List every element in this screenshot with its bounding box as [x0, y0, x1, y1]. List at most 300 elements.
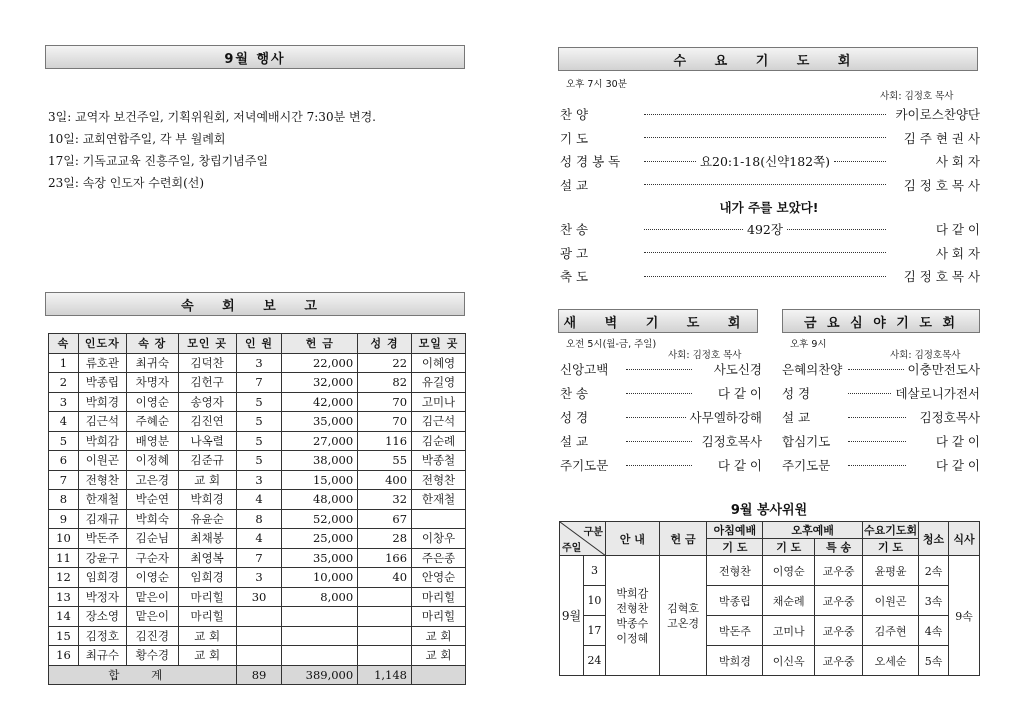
- table-cell: [358, 626, 412, 646]
- table-row: [49, 353, 466, 373]
- table-cell: 35,000: [282, 412, 358, 432]
- program-detail: 492장: [747, 222, 783, 237]
- table-row: [49, 392, 466, 412]
- report-table: [48, 333, 466, 685]
- table-cell: 박정자: [78, 587, 126, 607]
- program-value: 다 같 이: [935, 458, 980, 473]
- event-item: 17일: 기독교교육 진흥주일, 창립기념주일: [48, 154, 269, 168]
- clean-header: 청소: [919, 522, 949, 556]
- service-week: 24: [583, 646, 605, 676]
- table-cell: 박희경: [78, 392, 126, 412]
- col-header: 속 장: [126, 334, 178, 354]
- table-cell: 11: [49, 548, 79, 568]
- table-row: [49, 646, 466, 666]
- table-cell: 3: [236, 568, 282, 588]
- table-cell: 8: [49, 490, 79, 510]
- wednesday-prayer: 이원곤: [862, 586, 918, 616]
- dotted-leader: [848, 465, 906, 466]
- program-label: 신앙고백: [560, 362, 609, 377]
- program-line: [560, 176, 980, 194]
- guide-header: 안 내: [605, 522, 659, 556]
- morning-header: 아침예배: [707, 522, 763, 539]
- dotted-leader: [787, 229, 886, 230]
- service-offering: [659, 556, 707, 676]
- table-cell: 김재규: [78, 509, 126, 529]
- total-offering: 389,000: [282, 665, 358, 685]
- wednesday-prayer: 오세순: [862, 646, 918, 676]
- program-line: [560, 244, 980, 262]
- col-header: 인 원: [236, 334, 282, 354]
- table-cell: 9: [49, 509, 79, 529]
- table-cell: 28: [358, 529, 412, 549]
- program-label: 주기도문: [560, 458, 609, 473]
- prayer-header: 기 도: [862, 539, 918, 556]
- table-cell: 맡은이: [126, 607, 178, 627]
- table-cell: 40: [358, 568, 412, 588]
- table-cell: 마리힐: [178, 587, 236, 607]
- dotted-leader: [644, 276, 886, 277]
- program-label: 축 도: [560, 269, 589, 284]
- table-cell: 류호관: [78, 353, 126, 373]
- table-cell: 400: [358, 470, 412, 490]
- table-cell: 나옥렬: [178, 431, 236, 451]
- table-cell: 70: [358, 392, 412, 412]
- table-cell: 박종립: [78, 373, 126, 393]
- dotted-leader: [644, 184, 886, 185]
- table-cell: 15,000: [282, 470, 358, 490]
- service-row: [560, 556, 980, 586]
- wednesday-header: [558, 47, 978, 71]
- program-label: 성 경 봉 독: [560, 154, 621, 169]
- table-cell: 박희숙: [126, 509, 178, 529]
- table-cell: 7: [49, 470, 79, 490]
- table-cell: 주은종: [412, 548, 466, 568]
- table-cell: 5: [49, 431, 79, 451]
- program-value: 김 주 현 권 사: [903, 130, 980, 146]
- dotted-leader: [626, 393, 692, 394]
- program-line: [560, 408, 762, 426]
- wednesday-title: 수 요 기 도 회: [673, 53, 863, 69]
- table-cell: 고미나: [412, 392, 466, 412]
- special-song: 교우중: [815, 556, 863, 586]
- program-line: [782, 384, 980, 402]
- table-cell: 48,000: [282, 490, 358, 510]
- table-cell: [412, 509, 466, 529]
- table-cell: 전형찬: [412, 470, 466, 490]
- table-cell: 116: [358, 431, 412, 451]
- table-cell: 3: [236, 353, 282, 373]
- dotted-leader: [848, 417, 906, 418]
- program-line: [560, 220, 980, 238]
- program-label: 성 경: [560, 410, 589, 425]
- table-cell: 김순님: [126, 529, 178, 549]
- table-cell: 김준규: [178, 451, 236, 471]
- table-cell: [236, 607, 282, 627]
- table-row: [49, 568, 466, 588]
- dotted-leader: [848, 369, 904, 370]
- total-bible: 1,148: [358, 665, 412, 685]
- special-header: 특 송: [815, 539, 863, 556]
- table-row: [49, 431, 466, 451]
- table-row: [49, 451, 466, 471]
- cleaning: 2속: [919, 556, 949, 586]
- table-cell: [282, 646, 358, 666]
- guide-name: 이정혜: [616, 631, 649, 645]
- table-cell: [282, 607, 358, 627]
- program-value: 사무엘하강해: [689, 410, 762, 425]
- guide-name: 전형찬: [616, 601, 649, 615]
- table-cell: 32: [358, 490, 412, 510]
- guide-name: 박희감: [616, 586, 649, 600]
- program-detail: 요20:1-18(신약182쪽): [699, 154, 831, 169]
- service-guide: [605, 556, 659, 676]
- friday-header: [782, 309, 980, 333]
- program-line: [560, 105, 980, 123]
- sermon-title: 내가 주를 보았다!: [719, 200, 819, 215]
- table-cell: 13: [49, 587, 79, 607]
- program-line: [560, 360, 762, 378]
- table-row: [49, 509, 466, 529]
- table-cell: 이원곤: [78, 451, 126, 471]
- report-total-row: [49, 665, 466, 685]
- table-cell: 67: [358, 509, 412, 529]
- dawn-title: 새 벽 기 도 회: [563, 315, 753, 331]
- dawn-host: 사회: 김정호 목사: [668, 350, 742, 361]
- program-label: 성 경: [782, 386, 811, 401]
- table-cell: 10,000: [282, 568, 358, 588]
- special-song: 교우중: [815, 586, 863, 616]
- table-cell: 최귀숙: [126, 353, 178, 373]
- table-cell: 166: [358, 548, 412, 568]
- program-value: 김 정 호 목 사: [903, 177, 980, 193]
- service-week: 3: [583, 556, 605, 586]
- program-value: 카이로스찬양단: [895, 107, 980, 122]
- service-week: 17: [583, 616, 605, 646]
- table-cell: 김순례: [412, 431, 466, 451]
- table-cell: 35,000: [282, 548, 358, 568]
- morning-prayer: 박종립: [707, 586, 763, 616]
- table-cell: 32,000: [282, 373, 358, 393]
- table-cell: 이혜영: [412, 353, 466, 373]
- afternoon-prayer: 채순례: [763, 586, 815, 616]
- dotted-leader: [626, 417, 686, 418]
- events-header: [45, 45, 465, 69]
- table-cell: [358, 587, 412, 607]
- program-label: 찬 송: [560, 386, 589, 401]
- col-header: 모일 곳: [412, 334, 466, 354]
- table-cell: 3: [49, 392, 79, 412]
- table-row: [49, 490, 466, 510]
- service-week: 10: [583, 586, 605, 616]
- dotted-leader: [626, 465, 692, 466]
- table-cell: 임희경: [178, 568, 236, 588]
- table-cell: 5: [236, 392, 282, 412]
- events-title: 9월 행사: [224, 51, 286, 67]
- offering-header: 헌 금: [659, 522, 707, 556]
- prayer-header: 기 도: [707, 539, 763, 556]
- table-cell: 5: [236, 431, 282, 451]
- afternoon-prayer: 이영순: [763, 556, 815, 586]
- table-cell: 이창우: [412, 529, 466, 549]
- table-cell: 1: [49, 353, 79, 373]
- table-cell: 황수경: [126, 646, 178, 666]
- col-header: 속: [49, 334, 79, 354]
- meal-header: 식사: [949, 522, 980, 556]
- table-cell: 김정호: [78, 626, 126, 646]
- table-row: [49, 373, 466, 393]
- table-cell: 김진연: [178, 412, 236, 432]
- table-cell: 38,000: [282, 451, 358, 471]
- dotted-leader: [644, 137, 886, 138]
- service-title: 9월 봉사위원: [730, 503, 808, 518]
- dotted-leader: [848, 441, 906, 442]
- table-cell: [236, 626, 282, 646]
- table-cell: 이영순: [126, 568, 178, 588]
- table-cell: 7: [236, 548, 282, 568]
- table-cell: 25,000: [282, 529, 358, 549]
- service-table: [559, 521, 980, 676]
- table-cell: [358, 646, 412, 666]
- table-cell: 마리힐: [178, 607, 236, 627]
- table-cell: 교 회: [412, 626, 466, 646]
- program-value: 다 같 이: [935, 434, 980, 449]
- cleaning: 3속: [919, 586, 949, 616]
- service-corner: [560, 522, 606, 556]
- total-people: 89: [236, 665, 282, 685]
- table-cell: 16: [49, 646, 79, 666]
- table-cell: 고은경: [126, 470, 178, 490]
- table-cell: 52,000: [282, 509, 358, 529]
- program-label: 설 교: [560, 434, 589, 449]
- program-value: 김정호목사: [701, 434, 762, 449]
- cleaning: 5속: [919, 646, 949, 676]
- table-cell: 전형찬: [78, 470, 126, 490]
- table-cell: 배영분: [126, 431, 178, 451]
- program-value: 김 정 호 목 사: [903, 269, 980, 284]
- col-header: 성 경: [358, 334, 412, 354]
- table-cell: 박희경: [178, 490, 236, 510]
- friday-host: 사회: 김정호목사: [890, 350, 961, 361]
- table-cell: 55: [358, 451, 412, 471]
- table-cell: [236, 646, 282, 666]
- col-header: 모인 곳: [178, 334, 236, 354]
- service-meal: 9속: [949, 556, 980, 676]
- event-item: 3일: 교역자 보건주일, 기획위원회, 저녁예배시간 7:30분 변경.: [48, 110, 376, 124]
- table-cell: 주혜순: [126, 412, 178, 432]
- report-title: 속 회 보 고: [181, 298, 329, 314]
- morning-prayer: 박돈주: [707, 616, 763, 646]
- morning-prayer: 박희경: [707, 646, 763, 676]
- table-cell: 유윤순: [178, 509, 236, 529]
- table-cell: 27,000: [282, 431, 358, 451]
- table-cell: 임희경: [78, 568, 126, 588]
- program-value: 사 회 자: [935, 245, 980, 261]
- special-song: 교우중: [815, 616, 863, 646]
- program-label: 합심기도: [782, 434, 831, 449]
- table-cell: 김진경: [126, 626, 178, 646]
- table-cell: 8: [236, 509, 282, 529]
- program-line: [560, 129, 980, 147]
- table-cell: 최영복: [178, 548, 236, 568]
- event-item: 23일: 속장 인도자 수련회(선): [48, 176, 205, 190]
- table-cell: 최채봉: [178, 529, 236, 549]
- corner-week: 주일: [562, 543, 582, 554]
- program-value: 다 같 이: [717, 458, 762, 473]
- program-label: 설 교: [782, 410, 811, 425]
- col-header: 헌 금: [282, 334, 358, 354]
- table-row: [49, 529, 466, 549]
- table-cell: 박종철: [412, 451, 466, 471]
- friday-time: 오후 9시: [790, 339, 827, 350]
- table-cell: 22: [358, 353, 412, 373]
- corner-gubun: 구분: [583, 527, 603, 538]
- cleaning: 4속: [919, 616, 949, 646]
- table-cell: 10: [49, 529, 79, 549]
- table-cell: 이영순: [126, 392, 178, 412]
- table-cell: 교 회: [412, 646, 466, 666]
- col-header: 인도자: [78, 334, 126, 354]
- table-cell: 교 회: [178, 626, 236, 646]
- table-row: [49, 587, 466, 607]
- table-cell: 7: [236, 373, 282, 393]
- table-cell: 박순연: [126, 490, 178, 510]
- table-cell: 박돈주: [78, 529, 126, 549]
- table-cell: 42,000: [282, 392, 358, 412]
- table-cell: 5: [236, 412, 282, 432]
- program-value: 사도신경: [713, 362, 762, 377]
- table-cell: [282, 626, 358, 646]
- table-cell: 교 회: [178, 646, 236, 666]
- program-label: 광 고: [560, 245, 589, 261]
- table-cell: 8,000: [282, 587, 358, 607]
- dotted-leader: [848, 393, 891, 394]
- service-month: 9월: [560, 556, 584, 676]
- program-line: [560, 456, 762, 474]
- table-cell: 4: [236, 529, 282, 549]
- wednesday-col-header: 수요기도회: [862, 522, 918, 539]
- program-label: 기 도: [560, 130, 589, 146]
- guide-name: 박종수: [616, 616, 649, 630]
- program-label: 설 교: [560, 177, 589, 193]
- service-header-row-1: [560, 522, 980, 539]
- table-cell: 교 회: [178, 470, 236, 490]
- dotted-leader: [644, 229, 743, 230]
- table-cell: 장소영: [78, 607, 126, 627]
- offering-name: 고온경: [667, 616, 700, 630]
- afternoon-header: 오후예배: [763, 522, 863, 539]
- table-cell: 82: [358, 373, 412, 393]
- table-cell: 한재철: [412, 490, 466, 510]
- wednesday-host: 사회: 김정호 목사: [880, 91, 954, 102]
- special-song: 교우중: [815, 646, 863, 676]
- program-value: 다 같 이: [717, 386, 762, 401]
- program-line: [782, 432, 980, 450]
- table-cell: 맡은이: [126, 587, 178, 607]
- table-cell: 박희감: [78, 431, 126, 451]
- dawn-time: 오전 5시(월-금, 주일): [566, 339, 657, 350]
- program-value: 데살로니가전서: [895, 386, 980, 401]
- afternoon-prayer: 이신옥: [763, 646, 815, 676]
- program-label: 은혜의찬양: [782, 362, 843, 377]
- prayer-header: 기 도: [763, 539, 815, 556]
- program-line: [560, 432, 762, 450]
- program-line: [782, 360, 980, 378]
- table-cell: 마리힐: [412, 587, 466, 607]
- table-cell: 이정혜: [126, 451, 178, 471]
- afternoon-prayer: 고미나: [763, 616, 815, 646]
- dotted-leader: [644, 161, 696, 162]
- program-label: 찬 양: [560, 107, 589, 122]
- dawn-header: [558, 309, 758, 333]
- table-cell: 차명자: [126, 373, 178, 393]
- table-cell: 4: [236, 490, 282, 510]
- program-value: 김정호목사: [919, 410, 980, 425]
- table-cell: 김헌구: [178, 373, 236, 393]
- program-line: [782, 456, 980, 474]
- total-label: 합 계: [49, 665, 237, 685]
- table-cell: 안영순: [412, 568, 466, 588]
- table-cell: 김근석: [412, 412, 466, 432]
- table-cell: 송영자: [178, 392, 236, 412]
- total-empty: [412, 665, 466, 685]
- table-cell: 14: [49, 607, 79, 627]
- table-cell: 3: [236, 470, 282, 490]
- report-header: [45, 292, 465, 316]
- table-cell: 6: [49, 451, 79, 471]
- table-cell: 30: [236, 587, 282, 607]
- table-cell: 5: [236, 451, 282, 471]
- table-cell: 김덕찬: [178, 353, 236, 373]
- table-cell: 한재철: [78, 490, 126, 510]
- table-row: [49, 607, 466, 627]
- program-value: 사 회 자: [935, 154, 980, 169]
- table-row: [49, 626, 466, 646]
- program-value: 이충만전도사: [907, 362, 980, 377]
- table-row: [49, 548, 466, 568]
- dotted-leader: [834, 161, 886, 162]
- table-cell: 유길영: [412, 373, 466, 393]
- wednesday-time: 오후 7시 30분: [566, 79, 627, 90]
- program-value: 다 같 이: [935, 222, 980, 237]
- table-cell: 4: [49, 412, 79, 432]
- table-cell: [358, 607, 412, 627]
- program-line: [560, 267, 980, 285]
- morning-prayer: 전형찬: [707, 556, 763, 586]
- program-line: [560, 152, 980, 170]
- events-list: [48, 106, 376, 194]
- table-cell: 김근석: [78, 412, 126, 432]
- program-line: [782, 408, 980, 426]
- dotted-leader: [644, 114, 886, 115]
- table-cell: 70: [358, 412, 412, 432]
- program-line: [560, 384, 762, 402]
- table-row: [49, 412, 466, 432]
- dotted-leader: [626, 441, 692, 442]
- wednesday-prayer: 김주현: [862, 616, 918, 646]
- program-label: 찬 송: [560, 222, 589, 237]
- table-cell: 마리힐: [412, 607, 466, 627]
- table-cell: 15: [49, 626, 79, 646]
- table-row: [49, 470, 466, 490]
- report-header-row: [49, 334, 466, 354]
- table-cell: 구순자: [126, 548, 178, 568]
- table-cell: 22,000: [282, 353, 358, 373]
- table-cell: 최규수: [78, 646, 126, 666]
- event-item: 10일: 교회연합주일, 각 부 월례회: [48, 132, 226, 146]
- table-cell: 12: [49, 568, 79, 588]
- table-cell: 2: [49, 373, 79, 393]
- dotted-leader: [644, 252, 886, 253]
